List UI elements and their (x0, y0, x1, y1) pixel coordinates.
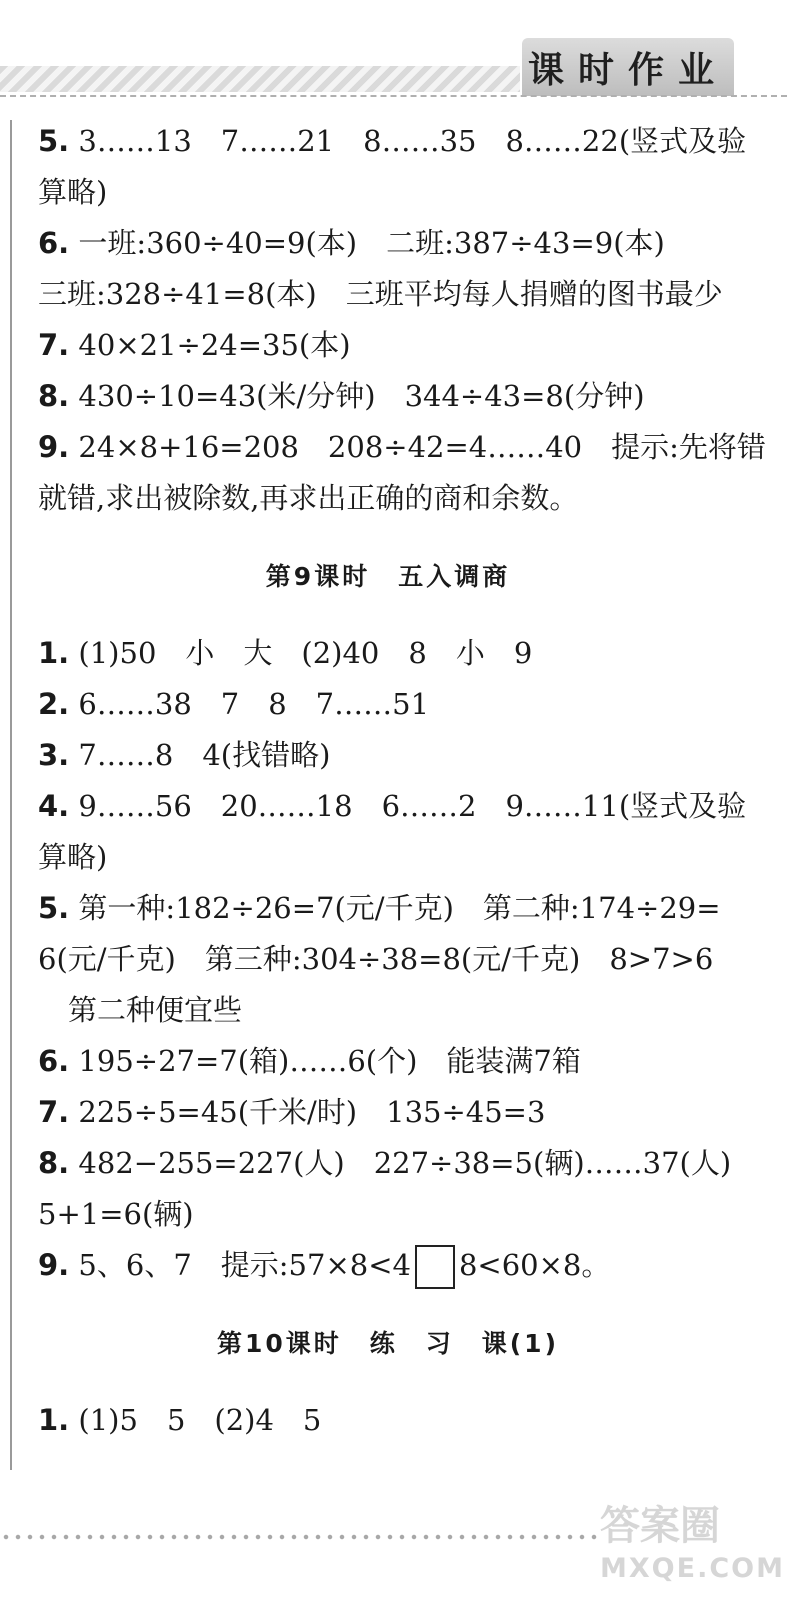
answer-text: 225÷5=45(千米/时) 135÷45=3 (69, 1095, 546, 1129)
answer-line (38, 116, 747, 167)
answer-text: 430÷10=43(米/分钟) 344÷43=8(分钟) (69, 379, 645, 413)
answer-number: 2. (38, 687, 70, 721)
answer-line (38, 371, 738, 422)
header-divider (0, 95, 787, 97)
blank-box (415, 1245, 455, 1289)
answer-line (38, 883, 738, 934)
answer-line (38, 320, 738, 371)
answer-number: 7. (38, 1095, 70, 1129)
answer-text: 6……38 7 8 7……51 (69, 687, 430, 721)
answer-text: 算略) (38, 840, 108, 874)
answer-text: 第二种便宜些 (68, 993, 243, 1027)
answer-text: 算略) (38, 175, 108, 209)
lesson-10-heading: 第10课时 练 习 课(1) (216, 1329, 560, 1358)
answer-line (38, 422, 766, 473)
answer-text: 3……13 7……21 8……35 8……22(竖式及验 (69, 124, 747, 158)
answer-text: 24×8+16=208 208÷42=4……40 提示:先将错 (69, 430, 766, 464)
watermark (600, 1500, 785, 1595)
left-margin-rule (10, 120, 12, 1470)
answers-lesson-8 (38, 116, 766, 524)
answer-number: 8. (38, 1146, 70, 1180)
answer-number: 1. (38, 1403, 70, 1437)
answer-text: 482−255=227(人) 227÷38=5(辆)……37(人) (69, 1146, 732, 1180)
answer-number: 7. (38, 328, 70, 362)
answer-text: 一班:360÷40=9(本) 二班:387÷43=9(本) (69, 226, 665, 260)
answer-line (38, 1138, 738, 1189)
footer-dots (0, 1533, 600, 1541)
answer-line (38, 1395, 738, 1446)
answers-lesson-9 (38, 628, 747, 1240)
answer-number: 4. (38, 789, 70, 823)
answer-line (38, 1087, 738, 1138)
answer-line (38, 781, 747, 832)
answer-number: 8. (38, 379, 70, 413)
answer-line (38, 1189, 738, 1240)
answer-number: 5. (38, 124, 70, 158)
answer-number: 9. (38, 1248, 70, 1282)
answer-line (38, 473, 738, 524)
answer-content (38, 116, 766, 1446)
answer-text: 6(元/千克) 第三种:304÷38=8(元/千克) 8>7>6 (38, 942, 714, 976)
answer-text: 三班:328÷41=8(本) 三班平均每人捐赠的图书最少 (38, 277, 723, 311)
answer-line (38, 832, 738, 883)
answer-text: 5+1=6(辆) (38, 1197, 194, 1231)
answer-number: 5. (38, 891, 70, 925)
answer-number: 6. (38, 1044, 70, 1078)
header-decor-band (0, 66, 520, 92)
header-badge: 课时作业 (522, 38, 734, 96)
answer-line-b9 (38, 1240, 738, 1291)
answer-line (38, 985, 738, 1036)
answers-lesson-10 (38, 1395, 738, 1446)
lesson-9-heading: 第9课时 五入调商 (265, 562, 511, 591)
answer-line (38, 218, 738, 269)
answer-number: 9. (38, 430, 70, 464)
answer-text: 就错,求出被除数,再求出正确的商和余数。 (38, 481, 579, 515)
answer-line (38, 269, 738, 320)
answer-text: 5、6、7 提示:57×8<4 (69, 1248, 411, 1282)
watermark-main: 答案圈 (600, 1503, 720, 1549)
answer-text: 8<60×8。 (458, 1248, 611, 1282)
answer-text: 7……8 4(找错略) (69, 738, 331, 772)
answer-line (38, 730, 738, 781)
answer-line (38, 1036, 738, 1087)
answer-text: 第一种:182÷26=7(元/千克) 第二种:174÷29= (69, 891, 721, 925)
answer-line (38, 167, 738, 218)
answer-line (38, 679, 738, 730)
answer-number: 3. (38, 738, 70, 772)
answer-text: 195÷27=7(箱)……6(个) 能装满7箱 (69, 1044, 581, 1078)
answer-text: (1)50 小 大 (2)40 8 小 9 (69, 636, 533, 670)
watermark-sub: MXQE.COM (600, 1553, 785, 1584)
answer-line (38, 628, 738, 679)
answer-text: 40×21÷24=35(本) (69, 328, 351, 362)
answer-number: 6. (38, 226, 70, 260)
answer-text: (1)5 5 (2)4 5 (69, 1403, 322, 1437)
answer-text: 9……56 20……18 6……2 9……11(竖式及验 (69, 789, 747, 823)
answer-number: 1. (38, 636, 70, 670)
answer-line (38, 934, 738, 985)
